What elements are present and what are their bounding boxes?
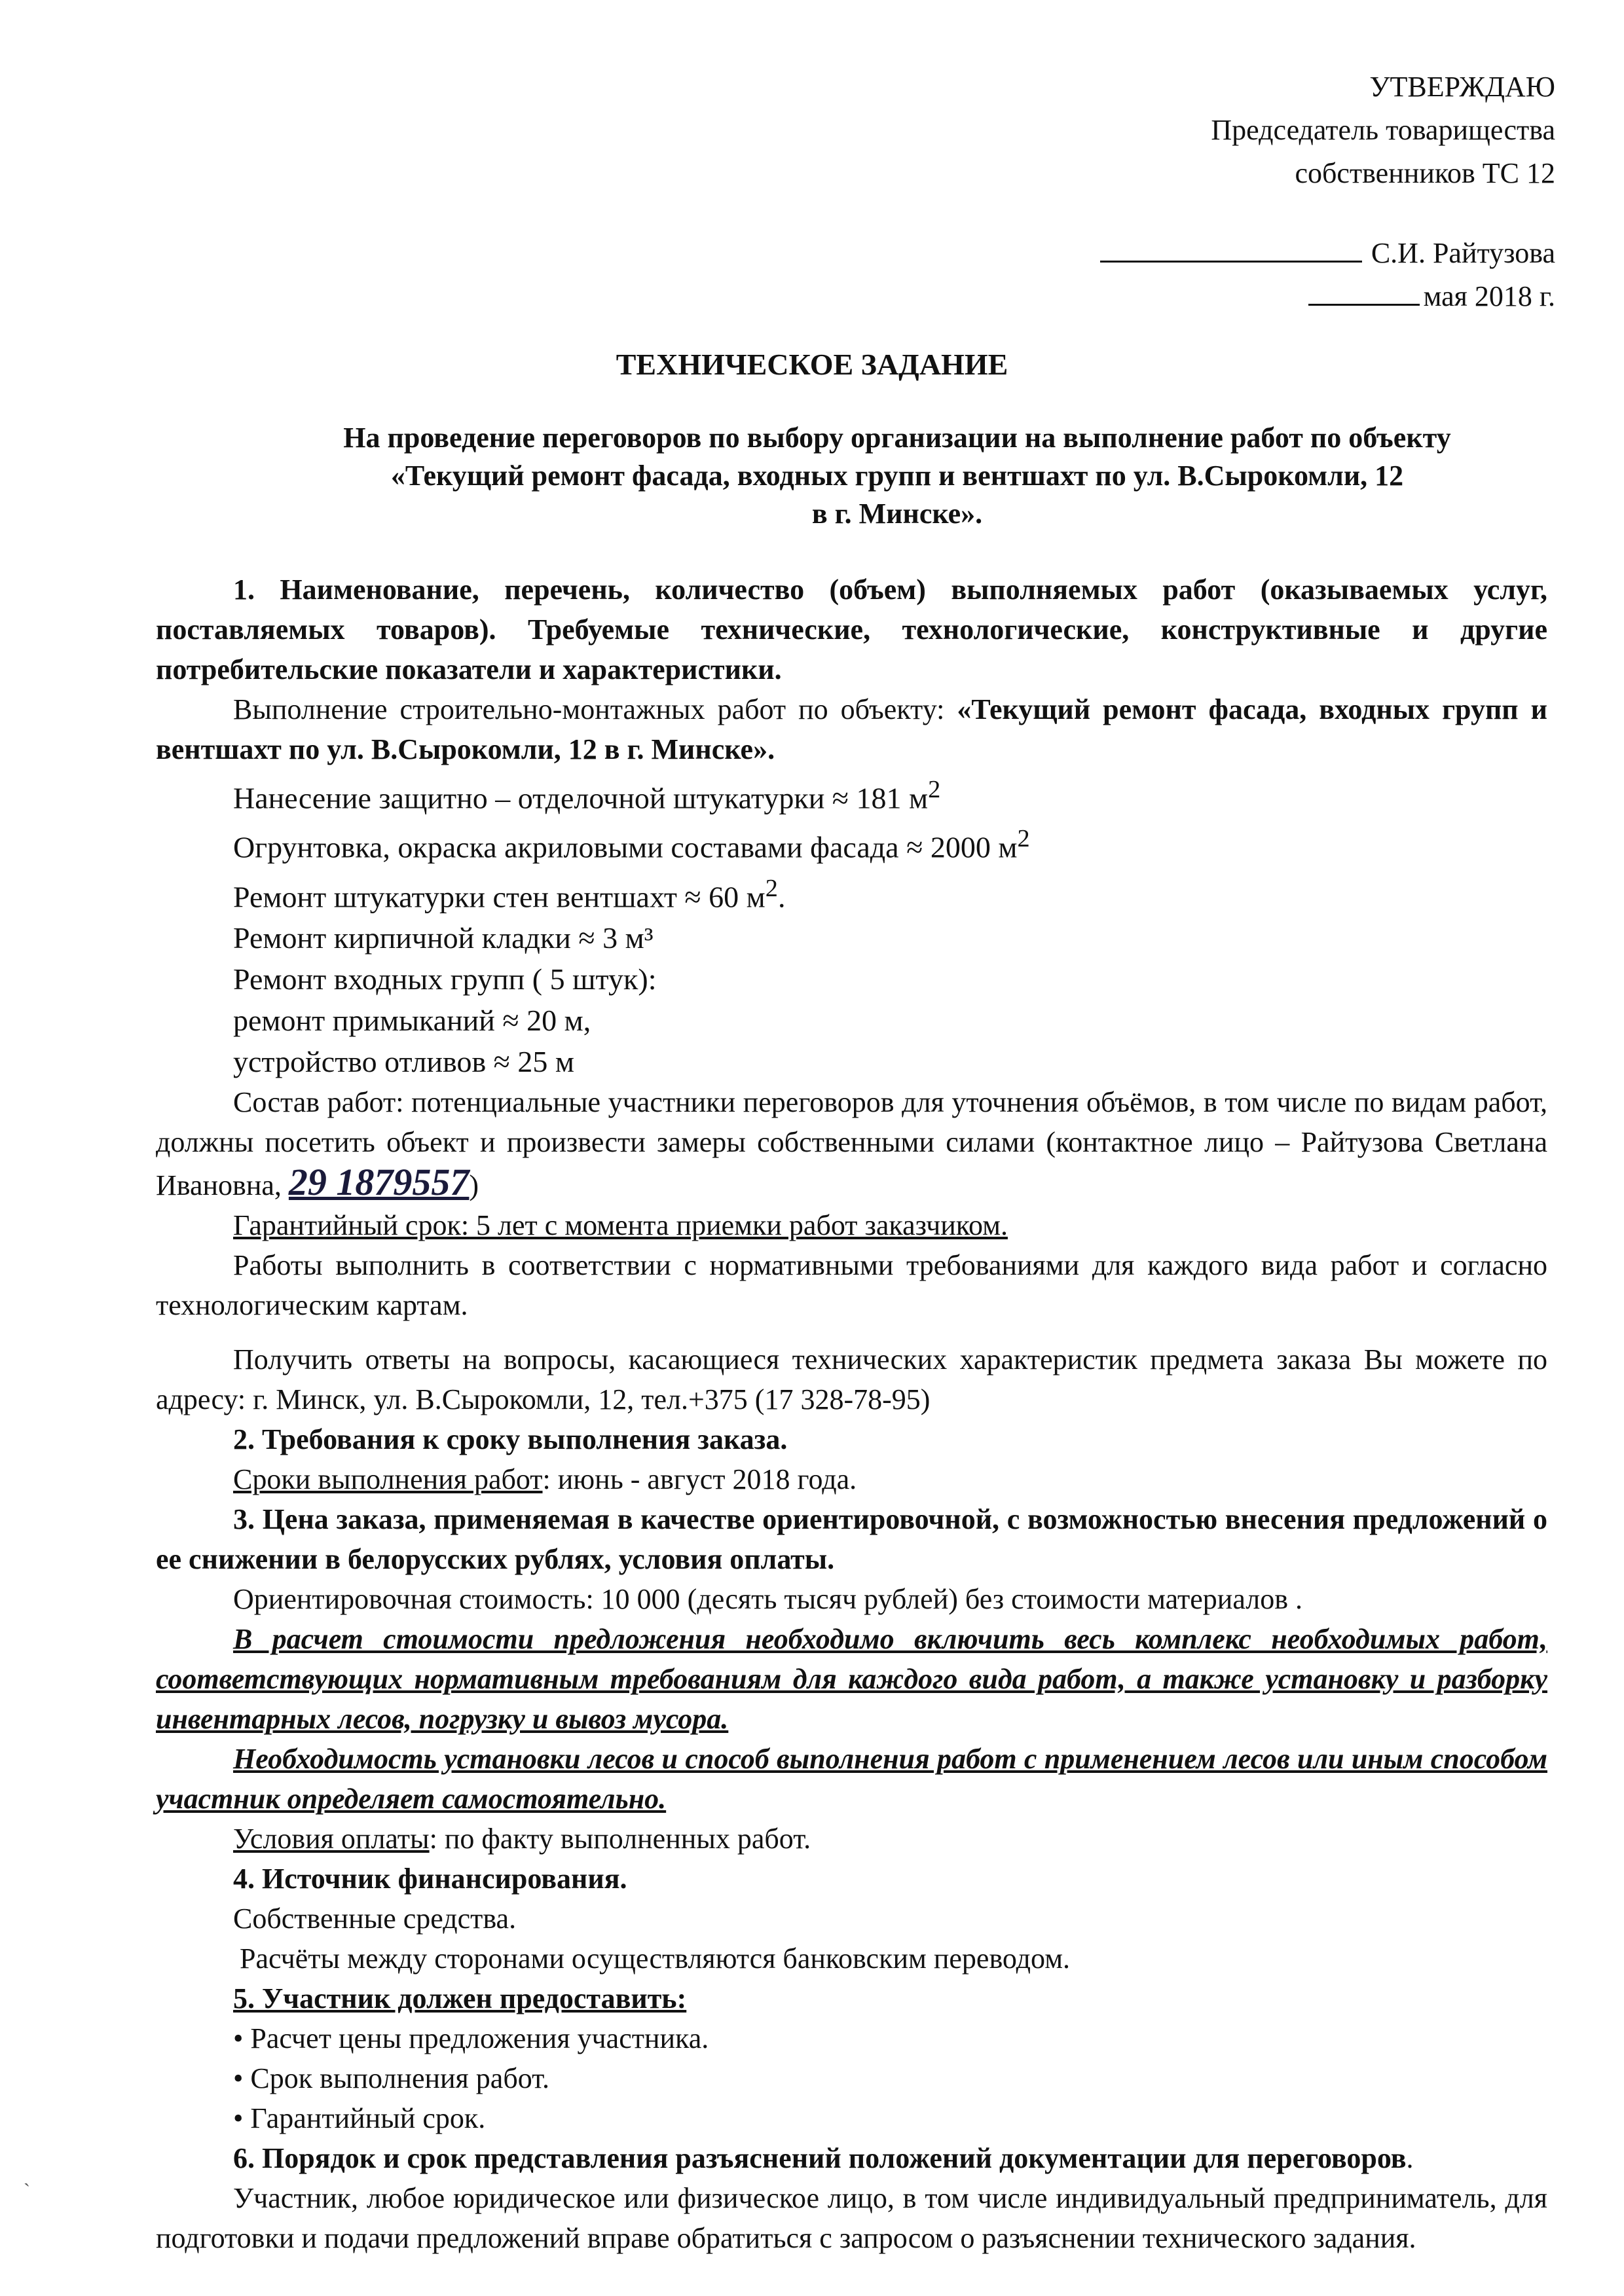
signature-line <box>1100 232 1362 263</box>
section6-text: Участник, любое юридическое или физическое лицо, в том числе индивидуальный предприниматель, для подготовки и подачи предложений вправе обратиться с запросом о разъяснении технического задания. <box>156 2181 1547 2254</box>
section5-item: • Расчет цены предложения участника. <box>233 2022 709 2054</box>
approval-block <box>1100 65 1555 318</box>
section1-heading: 1. Наименование, перечень, количество (объем) выполняемых работ (оказываемых услуг, поставляемых товаров). Требуемые технические, технологические, конструктивные и другие потребительские показатели и характеристики. <box>156 574 1547 685</box>
margin-mark: ˏ <box>24 2165 30 2187</box>
work-item: устройство отливов ≈ 25 м <box>233 1044 575 1078</box>
norms-paragraph: Работы выполнить в соответствии с нормативными требованиями для каждого вида работ и согласно технологическим картам. <box>156 1248 1547 1321</box>
section1-intro-bold: «Текущий ремонт фасада, входных групп и вентшахт по ул. В.Сырокомли, 12 в г. Минске». <box>156 693 1548 765</box>
approval-date: мая 2018 г. <box>1423 280 1555 312</box>
approval-signer: С.И. Райтузова <box>1371 237 1555 269</box>
document-subtitle <box>249 419 1545 533</box>
section5-item: • Гарантийный срок. <box>233 2102 486 2134</box>
contact-phone: 29 1879557 <box>288 1160 470 1203</box>
composition-paragraph: Состав работ: потенциальные участники переговоров для уточнения объёмов, в том числе по видам работ, должны посетить объект и произвести замеры собственными силами (контактное лицо – Райтузова Светлана Ивановна, 29 1879557) <box>156 1085 1547 1203</box>
date-line <box>1308 275 1420 306</box>
document-title: ТЕХНИЧЕСКОЕ ЗАДАНИЕ <box>616 348 1008 381</box>
document-body <box>156 570 1547 2258</box>
section5-heading: 5. Участник должен предоставить: <box>233 1982 687 2014</box>
section3-note2: Необходимость установки лесов и способ выполнения работ с применением лесов или иным способом участник определяет самостоятельно. <box>156 1742 1547 1815</box>
section1-intro-plain: Выполнение строительно-монтажных работ по объекту: <box>233 693 957 725</box>
approval-signature-row <box>1100 232 1555 275</box>
work-item: Ремонт кирпичной кладки ≈ 3 м³ <box>233 920 654 955</box>
section2-terms: Сроки выполнения работ: июнь - август 2018 года. <box>233 1463 857 1495</box>
contacts-paragraph: Получить ответы на вопросы, касающиеся технических характеристик предмета заказа Вы можете по адресу: г. Минск, ул. В.Сырокомли, 12, тел.+375 (17 328-78-95) <box>156 1343 1547 1415</box>
section4-source: Собственные средства. <box>233 1902 517 1935</box>
section3-note1: В расчет стоимости предложения необходимо включить весь комплекс необходимых работ, соответствующих нормативным требованиям для каждого вида работ, а также установку и разборку инвентарных лесов, погрузку и вывоз мусора. <box>156 1622 1547 1735</box>
approval-position-line2: собственников ТС 12 <box>1295 157 1555 189</box>
section1-intro <box>156 689 1547 769</box>
work-item: Огрунтовка, окраска акриловыми составами фасада ≈ 2000 $м^2$ <box>233 825 1030 864</box>
approval-position-line1: Председатель товарищества <box>1211 114 1555 146</box>
section3-payment: Условия оплаты: по факту выполненных работ. <box>233 1822 811 1855</box>
subtitle-line1: На проведение переговоров по выбору организации на выполнение работ по объекту <box>343 422 1451 454</box>
section5-item: • Срок выполнения работ. <box>233 2062 550 2094</box>
section4-heading: 4. Источник финансирования. <box>233 1862 627 1895</box>
section2-heading: 2. Требования к сроку выполнения заказа. <box>233 1423 788 1455</box>
subtitle-line3: в г. Минске». <box>811 498 983 530</box>
work-item: Нанесение защитно – отделочной штукатурки ≈ 181 $м^2$ <box>233 776 941 815</box>
section3-cost: Ориентировочная стоимость: 10 000 (десять тысяч рублей) без стоимости материалов . <box>233 1582 1303 1615</box>
warranty-line: Гарантийный срок: 5 лет с момента приемки работ заказчиком. <box>233 1209 1008 1241</box>
work-item: Ремонт входных групп ( 5 штук): <box>233 962 657 996</box>
section3-heading: 3. Цена заказа, применяемая в качестве ориентировочной, с возможностью внесения предложений о ее снижении в белорусских рублях, условия оплаты. <box>156 1503 1547 1575</box>
works-list <box>156 769 1547 1082</box>
work-item: ремонт примыканий ≈ 20 м, <box>233 1003 591 1037</box>
approval-date-row <box>1100 275 1555 318</box>
subtitle-line2: «Текущий ремонт фасада, входных групп и вентшахт по ул. В.Сырокомли, 12 <box>390 460 1404 492</box>
section6-heading: 6. Порядок и срок представления разъяснений положений документации для переговоров. <box>233 2141 1414 2174</box>
section4-settlement: Расчёты между сторонами осуществляются банковским переводом. <box>240 1942 1071 1975</box>
work-item: Ремонт штукатурки стен вентшахт ≈ 60 $м^2$. <box>233 874 786 913</box>
approval-label: УТВЕРЖДАЮ <box>1369 71 1555 103</box>
